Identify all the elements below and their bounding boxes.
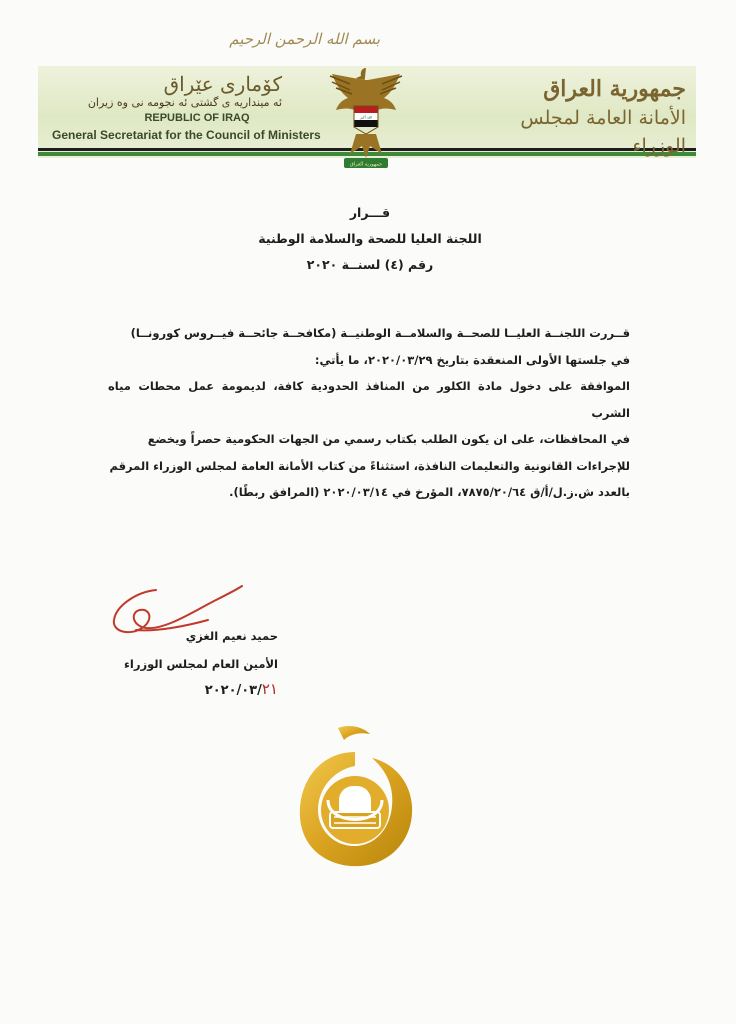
iraq-eagle-emblem-icon	[326, 64, 406, 174]
body-line: بالعدد ش.ز.ل/أ/ق ٧٨٧٥/٢٠/٦٤، المؤرخ في ٢٠٢٠/٠٣/١٤ (المرافق ربطًا).	[229, 485, 630, 499]
body-line: في المحافظات، على ان يكون الطلب بكتاب رسمي من الجهات الحكومية حصراً ويخضع	[147, 432, 630, 446]
date-handwritten: ٢١	[261, 680, 278, 698]
emblem-banner-text: جمهورية العراق	[349, 161, 383, 168]
body-line: الموافقة على دخول مادة الكلور من المنافذ الحدودية كافة، لديمومة عمل محطات مياه الشرب	[108, 379, 630, 420]
body-line: في جلستها الأولى المنعقدة بتاريخ ٢٠٢٠/٠٣/٢٩، ما يأتي:	[314, 352, 630, 367]
republic-english: REPUBLIC OF IRAQ	[144, 112, 250, 124]
signatory-title: الأمين العام لمجلس الوزراء	[124, 657, 278, 671]
signatory-block	[118, 622, 278, 678]
committee-name: اللجنة العليا للصحة والسلامة الوطنية	[258, 231, 482, 246]
letterhead-right	[490, 74, 686, 160]
kurdish-subtitle: ئه‌ مینداریه‌ ی گشتی ئه‌ نجومه‌ نی وه‌ زیران	[87, 96, 282, 109]
signatory-name: حميد نعيم الغزي	[185, 629, 278, 643]
decision-number: رقم (٤) لسنــة ٢٠٢٠	[306, 257, 434, 272]
arabic-subtitle: الأمانة العامة لمجلس الوزراء	[520, 107, 686, 157]
arabic-title: جمهورية العراق	[543, 76, 686, 102]
date-printed: ٢٠٢٠/٠٣/	[204, 683, 262, 698]
letterhead-left	[52, 72, 321, 142]
emblem-motto: الله أكبر	[359, 115, 373, 120]
kurdish-title: کۆماری عێراق	[163, 72, 282, 96]
watermark-logo-icon	[290, 722, 420, 872]
basmala: بسم الله الرحمن الرحيم	[229, 30, 380, 48]
body-line: للإجراءات القانونية والتعليمات النافذة، استثناءً من كتاب الأمانة العامة لمجلس الوزراء المرقم	[109, 458, 630, 473]
secretariat-english: General Secretariat for the Council of Ministers	[52, 128, 321, 142]
decision-heading: قـــرار	[349, 205, 391, 220]
decision-title-block	[160, 200, 580, 278]
signature-date	[128, 680, 278, 698]
decision-body	[108, 320, 630, 506]
body-line: قــررت اللجنــة العليــا للصحــة والسلامــة الوطنيــة (مكافحــة جائحــة فيــروس كورونــا)	[130, 326, 630, 340]
